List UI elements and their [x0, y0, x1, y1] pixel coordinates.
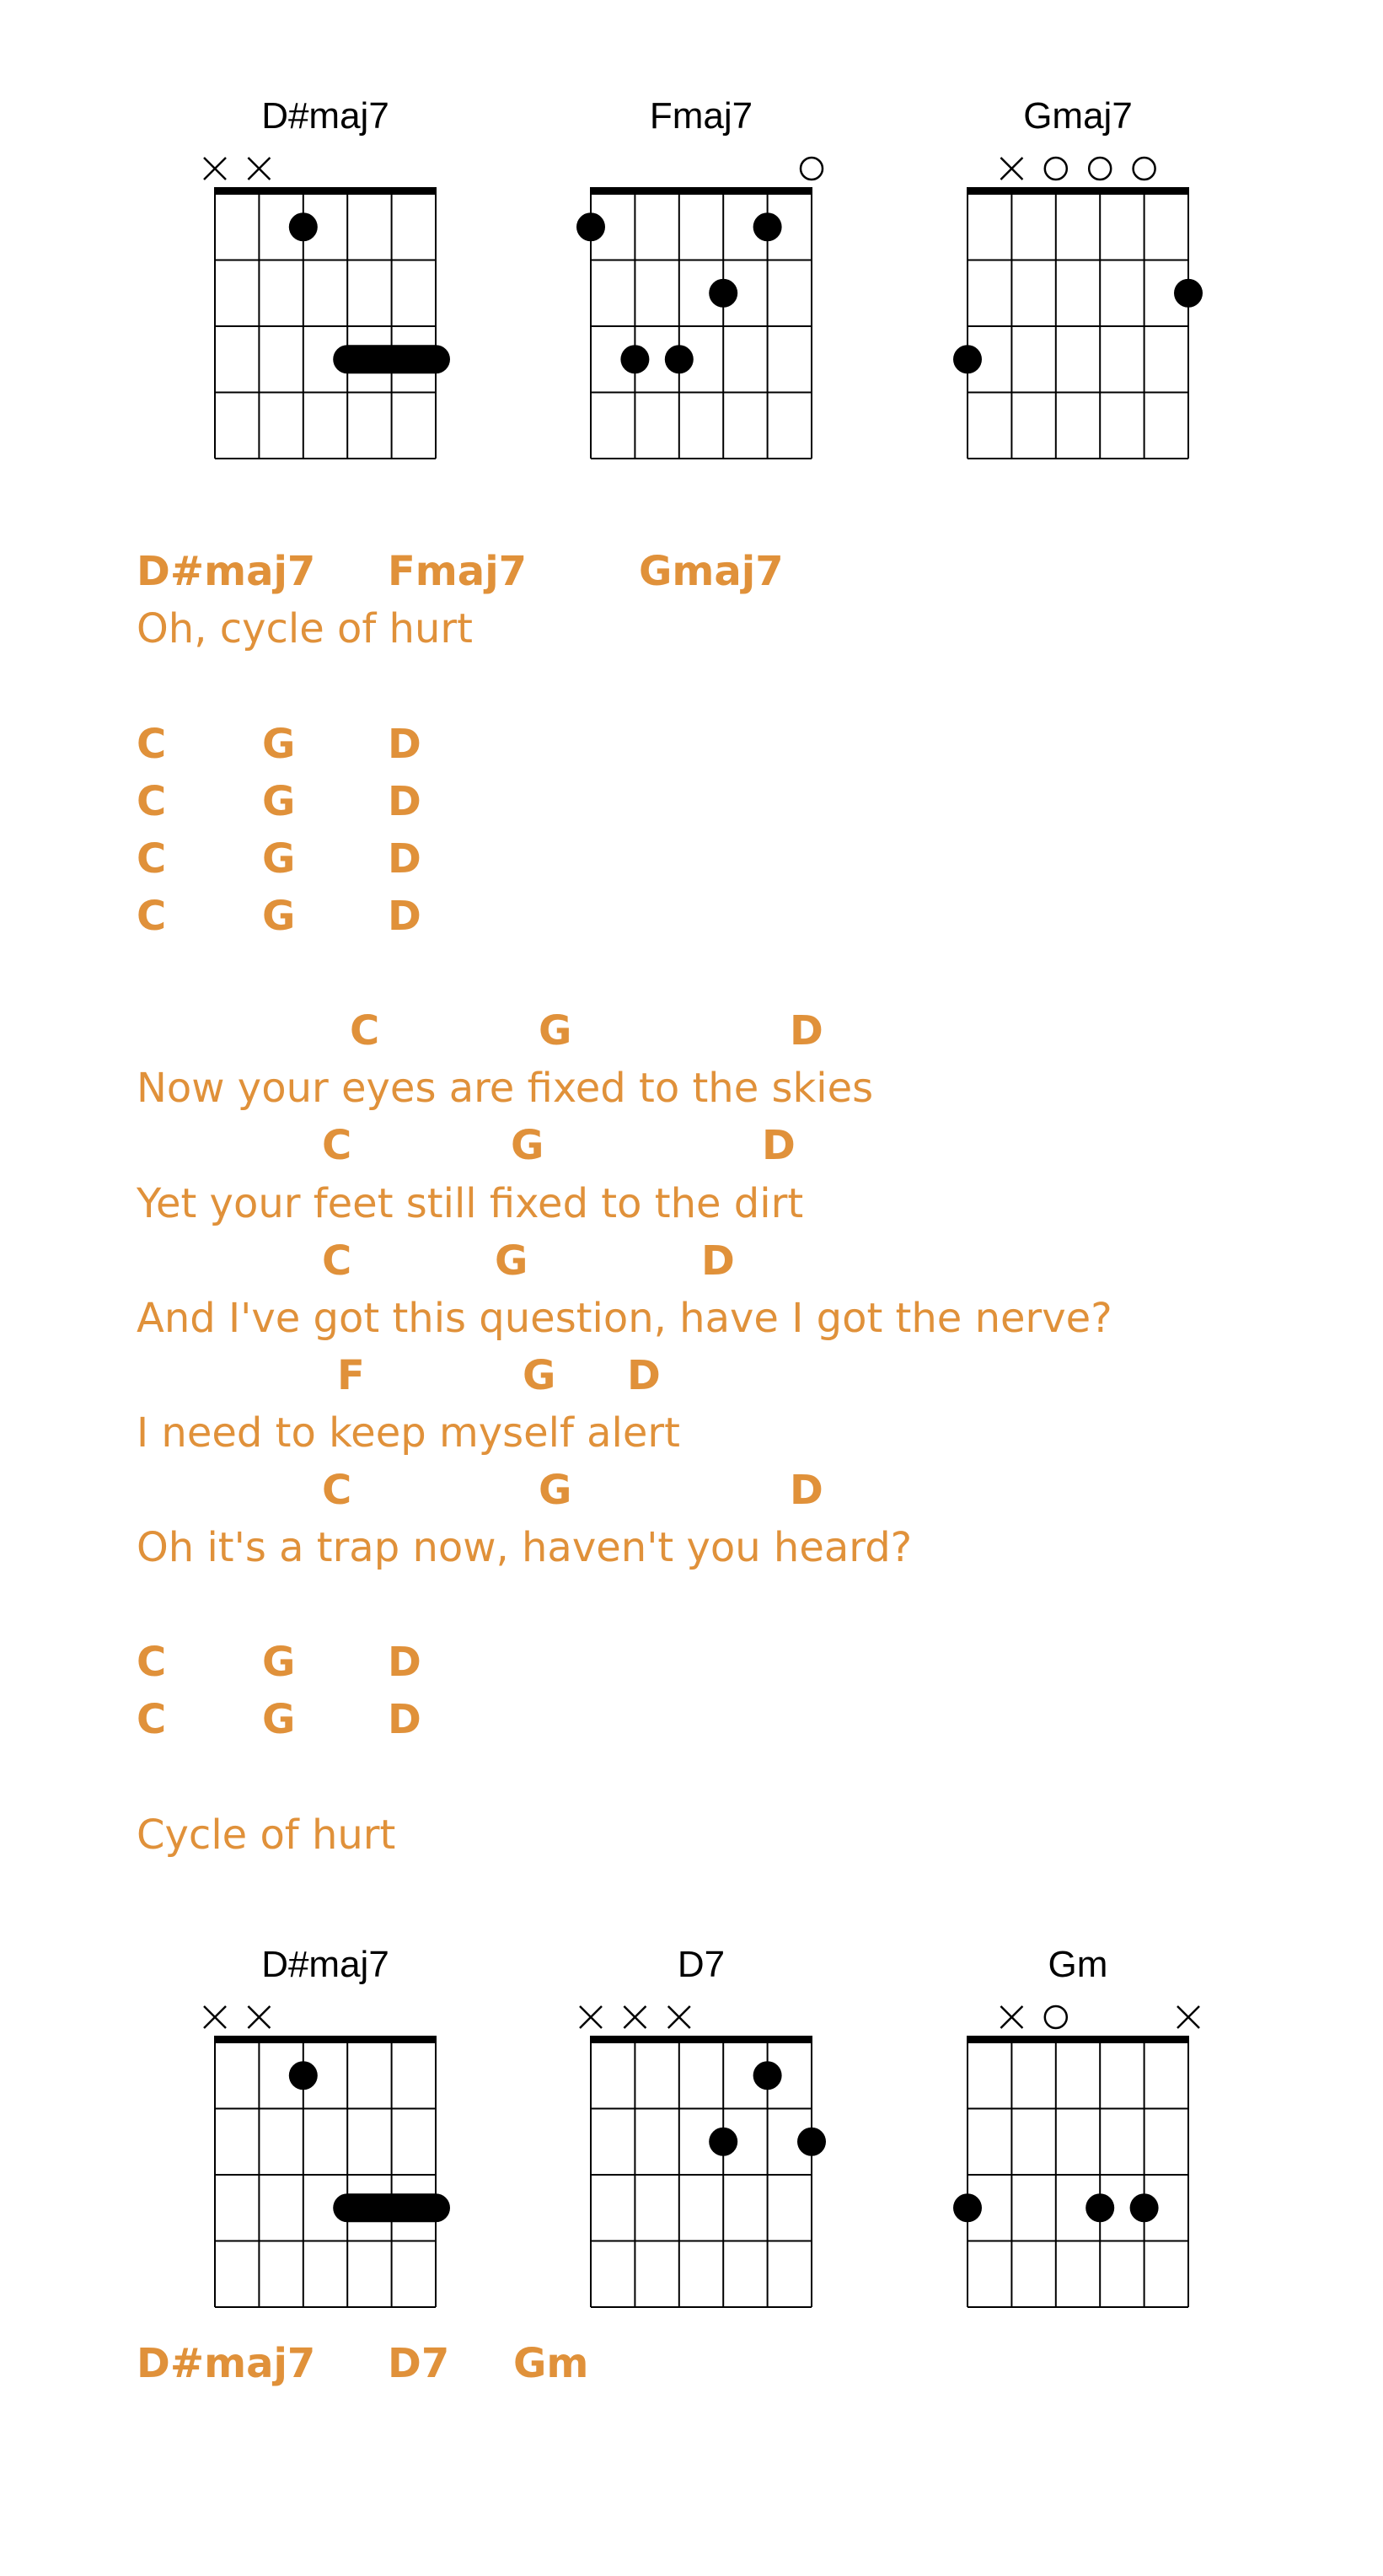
open-string-icon — [1045, 2006, 1067, 2028]
chord-name: Gm — [1048, 1944, 1108, 1985]
finger-dot — [709, 2128, 737, 2156]
finger-dot — [953, 2193, 982, 2222]
final-chord-line — [137, 2340, 589, 2576]
chord-label: D7 — [388, 2340, 450, 2387]
muted-string-icon — [624, 2006, 646, 2028]
chord-label: Gmaj7 — [639, 548, 784, 595]
chord-label: C — [137, 893, 167, 940]
chord-label: G — [262, 778, 296, 825]
finger-dot — [753, 2061, 782, 2090]
chord-diagram-svg — [555, 1941, 858, 2321]
open-string-icon — [1045, 158, 1067, 180]
chord-label: D — [388, 1639, 421, 1686]
muted-string-icon — [1000, 158, 1022, 180]
chord-label: G — [511, 1122, 544, 1169]
nut — [214, 187, 437, 195]
muted-string-icon — [1000, 2006, 1022, 2028]
finger-dot — [289, 212, 318, 241]
open-string-icon — [1089, 158, 1111, 180]
chord-diagram-d7 — [555, 1941, 858, 2321]
chord-diagram-svg — [555, 93, 858, 472]
chord-label: D — [701, 1237, 735, 1285]
chord-label: D — [388, 835, 421, 883]
chord-label: G — [539, 1007, 572, 1055]
finger-dot — [1085, 2193, 1114, 2222]
finger-dot — [1174, 279, 1203, 308]
chord-name: D#maj7 — [261, 95, 389, 137]
chord-label: G — [262, 1639, 296, 1686]
chord-label: D — [790, 1007, 823, 1055]
muted-string-icon — [1177, 2006, 1199, 2028]
chord-label: D — [388, 1696, 421, 1743]
chord-label: D — [762, 1122, 796, 1169]
chord-diagram-svg — [179, 1941, 482, 2321]
chord-label: G — [495, 1237, 528, 1285]
nut — [967, 2036, 1189, 2043]
finger-dot — [576, 212, 605, 241]
chord-label: G — [262, 893, 296, 940]
outro-lyric-line: Cycle of hurt — [137, 1811, 396, 1859]
chord-label: D — [388, 893, 421, 940]
finger-dot — [620, 345, 649, 373]
finger-dot — [1130, 2193, 1159, 2222]
chord-label: C — [137, 1696, 167, 1743]
nut — [214, 2036, 437, 2043]
chord-label: D — [388, 721, 421, 768]
nut — [590, 2036, 812, 2043]
muted-string-icon — [580, 2006, 602, 2028]
chord-diagram-svg — [179, 93, 482, 472]
finger-dot — [753, 212, 782, 241]
chord-diagram-svg — [931, 1941, 1235, 2321]
muted-string-icon — [204, 158, 226, 180]
chord-label: C — [350, 1007, 380, 1055]
chord-label: G — [539, 1467, 572, 1514]
muted-string-icon — [668, 2006, 690, 2028]
open-string-icon — [801, 158, 823, 180]
chord-diagram-gmaj7 — [931, 93, 1235, 472]
nut — [967, 187, 1189, 195]
nut — [590, 187, 812, 195]
chord-label: D — [627, 1352, 661, 1399]
chord-label: G — [262, 835, 296, 883]
muted-string-icon — [248, 2006, 270, 2028]
chord-label: C — [322, 1122, 352, 1169]
finger-dot — [797, 2128, 826, 2156]
muted-string-icon — [204, 2006, 226, 2028]
chord-name: Fmaj7 — [649, 95, 753, 137]
chord-label: C — [137, 721, 167, 768]
chord-label: F — [337, 1352, 365, 1399]
verse-lyric-line: Now your eyes are fixed to the skies — [137, 1065, 874, 1112]
verse-lyric-line: I need to keep myself alert — [137, 1409, 680, 1457]
verse-lyric-line: Yet your feet still fixed to the dirt — [137, 1180, 804, 1227]
open-string-icon — [1134, 158, 1155, 180]
chord-diagram-gm — [931, 1941, 1235, 2321]
chord-label: G — [262, 721, 296, 768]
chord-label: D#maj7 — [137, 2340, 316, 2387]
chord-label: C — [137, 1639, 167, 1686]
chord-label: Fmaj7 — [388, 548, 528, 595]
chord-label: Gm — [513, 2340, 589, 2387]
verse-lyric-line: And I've got this question, have I got the nerve? — [137, 1295, 1112, 1342]
finger-dot — [709, 279, 737, 308]
chord-name: D7 — [677, 1944, 726, 1985]
chord-label: D#maj7 — [137, 548, 316, 595]
chord-label: C — [322, 1467, 352, 1514]
chord-label: C — [137, 778, 167, 825]
chord-label: D — [790, 1467, 823, 1514]
chord-label: C — [137, 835, 167, 883]
chord-diagram-fmaj7 — [555, 93, 858, 472]
chord-diagram-dsharpmaj7-bottom — [179, 1941, 482, 2321]
chord-name: Gmaj7 — [1023, 95, 1133, 137]
finger-dot — [289, 2061, 318, 2090]
chord-diagram-dsharpmaj7-top — [179, 93, 482, 472]
chord-name: D#maj7 — [261, 1944, 389, 1985]
finger-dot — [665, 345, 694, 373]
chord-label: C — [322, 1237, 352, 1285]
intro-lyric-line: Oh, cycle of hurt — [137, 605, 473, 652]
chord-label: G — [262, 1696, 296, 1743]
chord-label: D — [388, 778, 421, 825]
finger-dot — [953, 345, 982, 373]
verse-lyric-line: Oh it's a trap now, haven't you heard? — [137, 1524, 913, 1571]
muted-string-icon — [248, 158, 270, 180]
chord-diagram-svg — [931, 93, 1235, 472]
chord-label: G — [523, 1352, 556, 1399]
